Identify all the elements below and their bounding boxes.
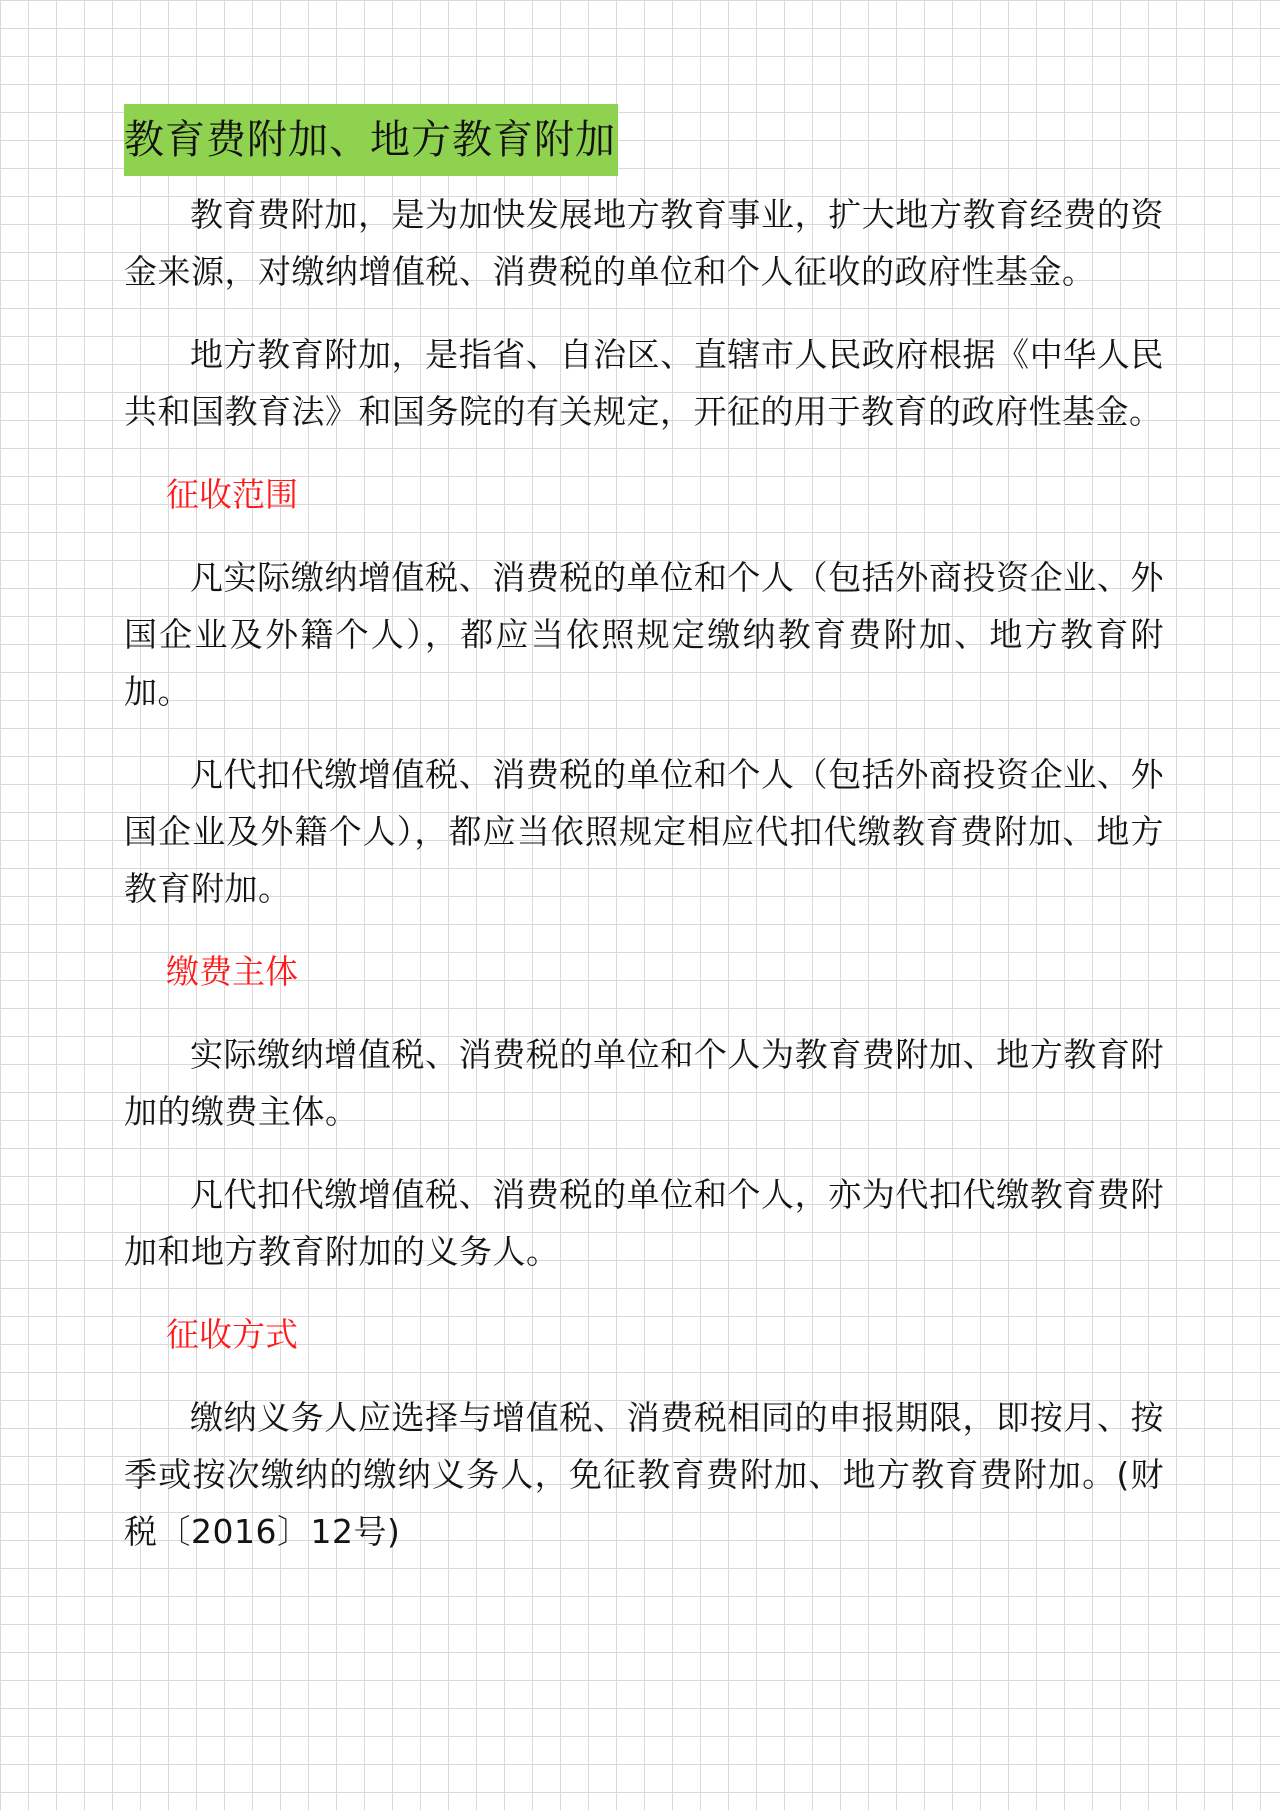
page-title: 教育费附加、地方教育附加	[124, 104, 618, 176]
scope-paragraph-2: 凡代扣代缴增值税、消费税的单位和个人（包括外商投资企业、外国企业及外籍个人），都应当依照规定相应代扣代缴教育费附加、地方教育附加。	[124, 755, 1164, 908]
section-heading-scope: 征收范围	[166, 475, 298, 514]
method-paragraph-1: 缴纳义务人应选择与增值税、消费税相同的申报期限，即按月、按季或按次缴纳的缴纳义务人，免征教育费附加、地方教育费附加。(财税〔2016〕12号)	[124, 1398, 1164, 1551]
intro-paragraph-2: 地方教育附加，是指省、自治区、直辖市人民政府根据《中华人民共和国教育法》和国务院的有关规定，开征的用于教育的政府性基金。	[124, 335, 1164, 431]
section-heading-method: 征收方式	[166, 1315, 298, 1354]
document-page	[124, 104, 1164, 1586]
payer-paragraph-1: 实际缴纳增值税、消费税的单位和个人为教育费附加、地方教育附加的缴费主体。	[124, 1035, 1164, 1131]
section-heading-payer: 缴费主体	[166, 952, 298, 991]
intro-paragraph-1: 教育费附加，是为加快发展地方教育事业，扩大地方教育经费的资金来源，对缴纳增值税、消费税的单位和个人征收的政府性基金。	[124, 195, 1164, 291]
payer-paragraph-2: 凡代扣代缴增值税、消费税的单位和个人，亦为代扣代缴教育费附加和地方教育附加的义务人。	[124, 1175, 1164, 1271]
scope-paragraph-1: 凡实际缴纳增值税、消费税的单位和个人（包括外商投资企业、外国企业及外籍个人），都应当依照规定缴纳教育费附加、地方教育附加。	[124, 558, 1164, 711]
